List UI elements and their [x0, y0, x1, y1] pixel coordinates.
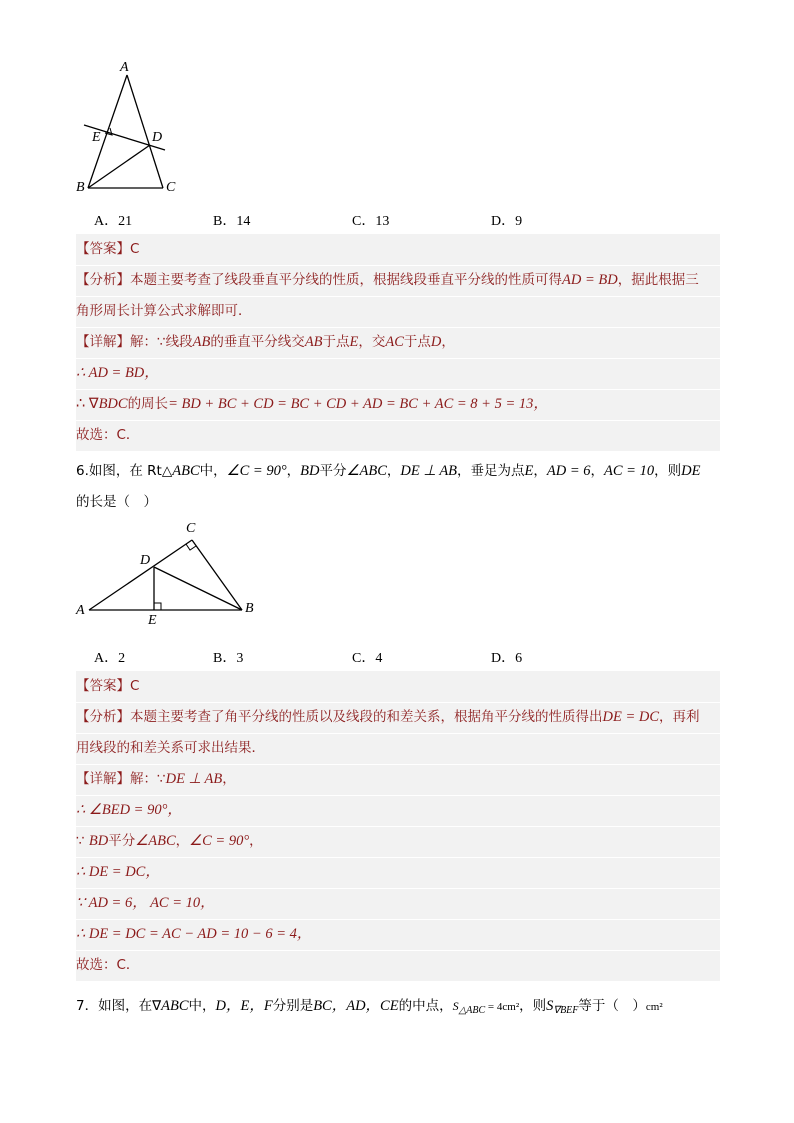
q6-analysis-line-2: 用线段的和差关系可求出结果． [76, 733, 720, 765]
q6-choice-d[interactable]: D．6 [491, 651, 523, 666]
q6-detail-line-4: ∴ DE = DC， [76, 857, 720, 889]
q6-stem-line-1: 6.如图，在 Rt△ABC中，∠C = 90°，BD平分∠ABC，DE ⊥ AB，垂足为点E，AD = 6，AC = 10，则DE [76, 463, 701, 479]
q6-label-d: D [140, 553, 151, 568]
q6-side-ac [89, 540, 192, 610]
q6-stem-line-2: 的长是（ ） [76, 494, 157, 510]
q6-choice-b[interactable]: B．3 [213, 651, 244, 666]
q6-right-angle-mark-e [154, 603, 161, 610]
q5-analysis-line-1: 【分析】本题主要考查了线段垂直平分线的性质，根据线段垂直平分线的性质可得AD = BD，据此根据三 [76, 265, 720, 297]
q5-choice-d[interactable]: D．9 [491, 214, 523, 229]
q6-detail-line-2: ∴ ∠BED = 90°， [76, 795, 720, 827]
q5-segment-bd [88, 145, 150, 188]
q6-right-angle-mark-c [186, 544, 196, 550]
q6-choice-c[interactable]: C．4 [352, 651, 383, 666]
q6-label-a: A [76, 603, 85, 618]
q6-label-e: E [148, 613, 157, 628]
q5-choice-c[interactable]: C．13 [352, 214, 390, 229]
q5-label-e: E [92, 130, 101, 145]
q5-label-a: A [120, 60, 129, 75]
q6-label-c: C [186, 521, 196, 536]
q6-detail-conclusion: 故选：C． [76, 950, 720, 982]
q6-segment-db [154, 567, 242, 610]
q5-triangle-figure [70, 58, 190, 198]
q5-detail-conclusion: 故选：C． [76, 420, 720, 452]
q5-label-b: B [76, 180, 85, 195]
q6-answer-line: 【答案】C [76, 671, 720, 703]
q5-choice-b[interactable]: B．14 [213, 214, 251, 229]
q6-choice-a[interactable]: A．2 [94, 651, 126, 666]
q5-detail-line-3: ∴ ∇BDC的周长= BD + BC + CD = BC + CD + AD = BC + AC = 8 + 5 = 13， [76, 389, 720, 421]
q5-choice-a[interactable]: A．21 [94, 214, 133, 229]
q6-detail-line-1: 【详解】解：∵DE ⊥ AB， [76, 764, 720, 796]
q5-detail-line-1: 【详解】解：∵线段AB的垂直平分线交AB于点E，交AC于点D， [76, 327, 720, 359]
q5-label-d: D [152, 130, 163, 145]
q6-side-cb [192, 540, 242, 610]
q6-detail-line-6: ∴ DE = DC = AC − AD = 10 − 6 = 4， [76, 919, 720, 951]
q5-analysis-line-2: 角形周长计算公式求解即可． [76, 296, 720, 328]
q7-stem-line: 7．如图，在∇ABC中，D，E，F分别是BC，AD，CE的中点，$S_{\triangle ABC} = 4cm^2$，则$S_{\nabla BEF}$等于（ ）cm² [76, 998, 663, 1016]
q6-label-b: B [245, 601, 254, 616]
q5-detail-line-2: ∴ AD = BD， [76, 358, 720, 390]
q5-answer-line: 【答案】C [76, 234, 720, 266]
q6-detail-line-3: ∵ BD平分∠ABC，∠C = 90°， [76, 826, 720, 858]
q6-triangle-figure [70, 515, 270, 625]
q6-analysis-line-1: 【分析】本题主要考查了角平分线的性质以及线段的和差关系，根据角平分线的性质得出DE = DC，再利 [76, 702, 720, 734]
q5-label-c: C [166, 180, 176, 195]
q6-detail-line-5: ∵ AD = 6， AC = 10， [76, 888, 720, 920]
